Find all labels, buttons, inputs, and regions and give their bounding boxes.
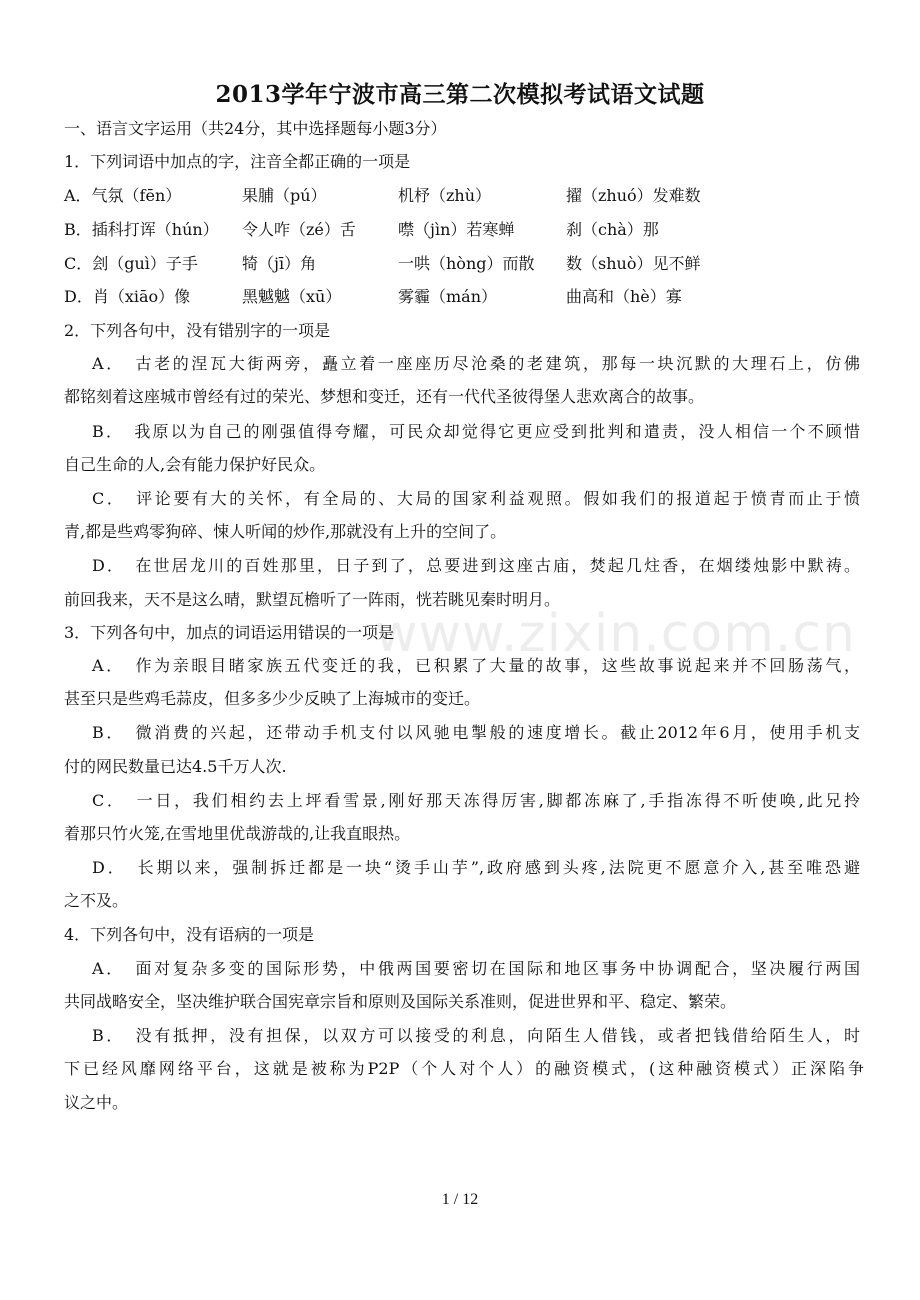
question-3-stem: 3．下列各句中，加点的词语运用错误的一项是 xyxy=(64,623,395,642)
q1-b-4: 刹（chà）那 xyxy=(566,220,659,239)
q2-option-c-line2: 青,都是些鸡零狗碎、悚人听闻的炒作,那就没有上升的空间了。 xyxy=(64,522,507,541)
q1-a-3: 机杼（zhù） xyxy=(398,186,492,205)
q1-b-1: B．插科打诨（hún） xyxy=(64,220,219,239)
q3-option-c-line2: 着那只竹火笼,在雪地里优哉游哉的,让我直眼热。 xyxy=(64,824,411,843)
q4-option-b-line3: 议之中。 xyxy=(64,1093,129,1112)
q4-option-a-line2: 共同战略安全，坚决维护联合国宪章宗旨和原则及国际关系准则，促进世界和平、稳定、繁荣。 xyxy=(64,992,737,1011)
q1-a-4: 擢（zhuó）发难数 xyxy=(566,186,701,205)
q1-c-2: 犄（jī）角 xyxy=(242,254,317,273)
question-1-stem: 1．下列词语中加点的字，注音全都正确的一项是 xyxy=(64,152,411,171)
q2-option-a-line1: A． 古老的涅瓦大街两旁，矗立着一座座历尽沧桑的老建筑，那每一块沉默的大理石上，仿佛 xyxy=(92,354,860,373)
q3-option-a-line1: A． 作为亲眼目睹家族五代变迁的我，已积累了大量的故事，这些故事说起来并不回肠荡气， xyxy=(92,656,860,675)
q2-option-d-line1: D． 在世居龙川的百姓那里，日子到了，总要进到这座古庙，焚起几炷香，在烟缕烛影中默祷。 xyxy=(92,556,860,575)
q1-d-1: D．肖（xiāo）像 xyxy=(64,287,191,306)
q1-d-4: 曲高和（hè）寡 xyxy=(566,287,682,306)
q3-option-c-line1: C． 一日，我们相约去上坪看雪景,刚好那天冻得厉害,脚都冻麻了,手指冻得不听使唤,此兄拎 xyxy=(92,791,860,810)
q2-option-b-line1: B． 我原以为自己的刚强值得夸耀，可民众却觉得它更应受到批判和遣责，没人相信一个不顾惜 xyxy=(92,422,860,441)
q4-option-b-line2: 下已经风靡网络平台，这就是被称为P2P（个人对个人）的融资模式，(这种融资模式）正深陷争 xyxy=(64,1059,864,1078)
q4-option-b-line1: B． 没有抵押，没有担保，以双方可以接受的利息，向陌生人借钱，或者把钱借给陌生人，时 xyxy=(92,1026,860,1045)
question-4-stem: 4．下列各句中，没有语病的一项是 xyxy=(64,925,315,944)
page-title: 2013学年宁波市高三第二次模拟考试语文试题 xyxy=(215,81,705,108)
q2-option-b-line2: 自己生命的人,会有能力保护好民众。 xyxy=(64,455,326,474)
q3-option-d-line2: 之不及。 xyxy=(64,891,129,910)
q1-a-2: 果脯（pú） xyxy=(242,186,327,205)
q3-option-b-line2: 付的网民数量已达4.5千万人次. xyxy=(64,757,287,776)
q1-d-3: 雾霾（mán） xyxy=(398,287,498,306)
q1-a-1: A．气氛（fēn） xyxy=(64,186,182,205)
q1-c-1: C．刽（guì）子手 xyxy=(64,254,198,273)
question-2-stem: 2．下列各句中，没有错别字的一项是 xyxy=(64,321,331,340)
q1-b-2: 令人咋（zé）舌 xyxy=(242,220,356,239)
q2-option-a-line2: 都铭刻着这座城市曾经有过的荣光、梦想和变迁，还有一代代圣彼得堡人悲欢离合的故事。 xyxy=(64,387,705,406)
q1-d-2: 黑魆魆（xū） xyxy=(242,287,342,306)
q3-option-d-line1: D． 长期以来，强制拆迁都是一块“烫手山芋”,政府感到头疼,法院更不愿意介入,甚至唯恐避 xyxy=(92,858,860,877)
q1-c-4: 数（shuò）见不鲜 xyxy=(566,254,701,273)
q1-b-3: 噤（jìn）若寒蝉 xyxy=(398,220,515,239)
q2-option-d-line2: 前回我来，天不是这么晴，默望瓦檐听了一阵雨，恍若眺见秦时明月。 xyxy=(64,590,561,609)
watermark: www.zixin.com.cn xyxy=(375,604,856,664)
q3-option-b-line1: B． 微消费的兴起，还带动手机支付以风驰电掣般的速度增长。截止2012年6月，使用手机支 xyxy=(92,723,860,742)
q1-c-3: 一哄（hòng）而散 xyxy=(398,254,535,273)
section-heading: 一、语言文字运用（共24分，其中选择题每小题3分） xyxy=(64,119,447,138)
page-number: 1 / 12 xyxy=(441,1191,479,1208)
q4-option-a-line1: A． 面对复杂多变的国际形势，中俄两国要密切在国际和地区事务中协调配合，坚决履行两国 xyxy=(92,959,860,978)
q3-option-a-line2: 甚至只是些鸡毛蒜皮，但多多少少反映了上海城市的变迁。 xyxy=(64,689,481,708)
q2-option-c-line1: C． 评论要有大的关怀，有全局的、大局的国家利益观照。假如我们的报道起于愤青而止于愤 xyxy=(92,489,860,508)
